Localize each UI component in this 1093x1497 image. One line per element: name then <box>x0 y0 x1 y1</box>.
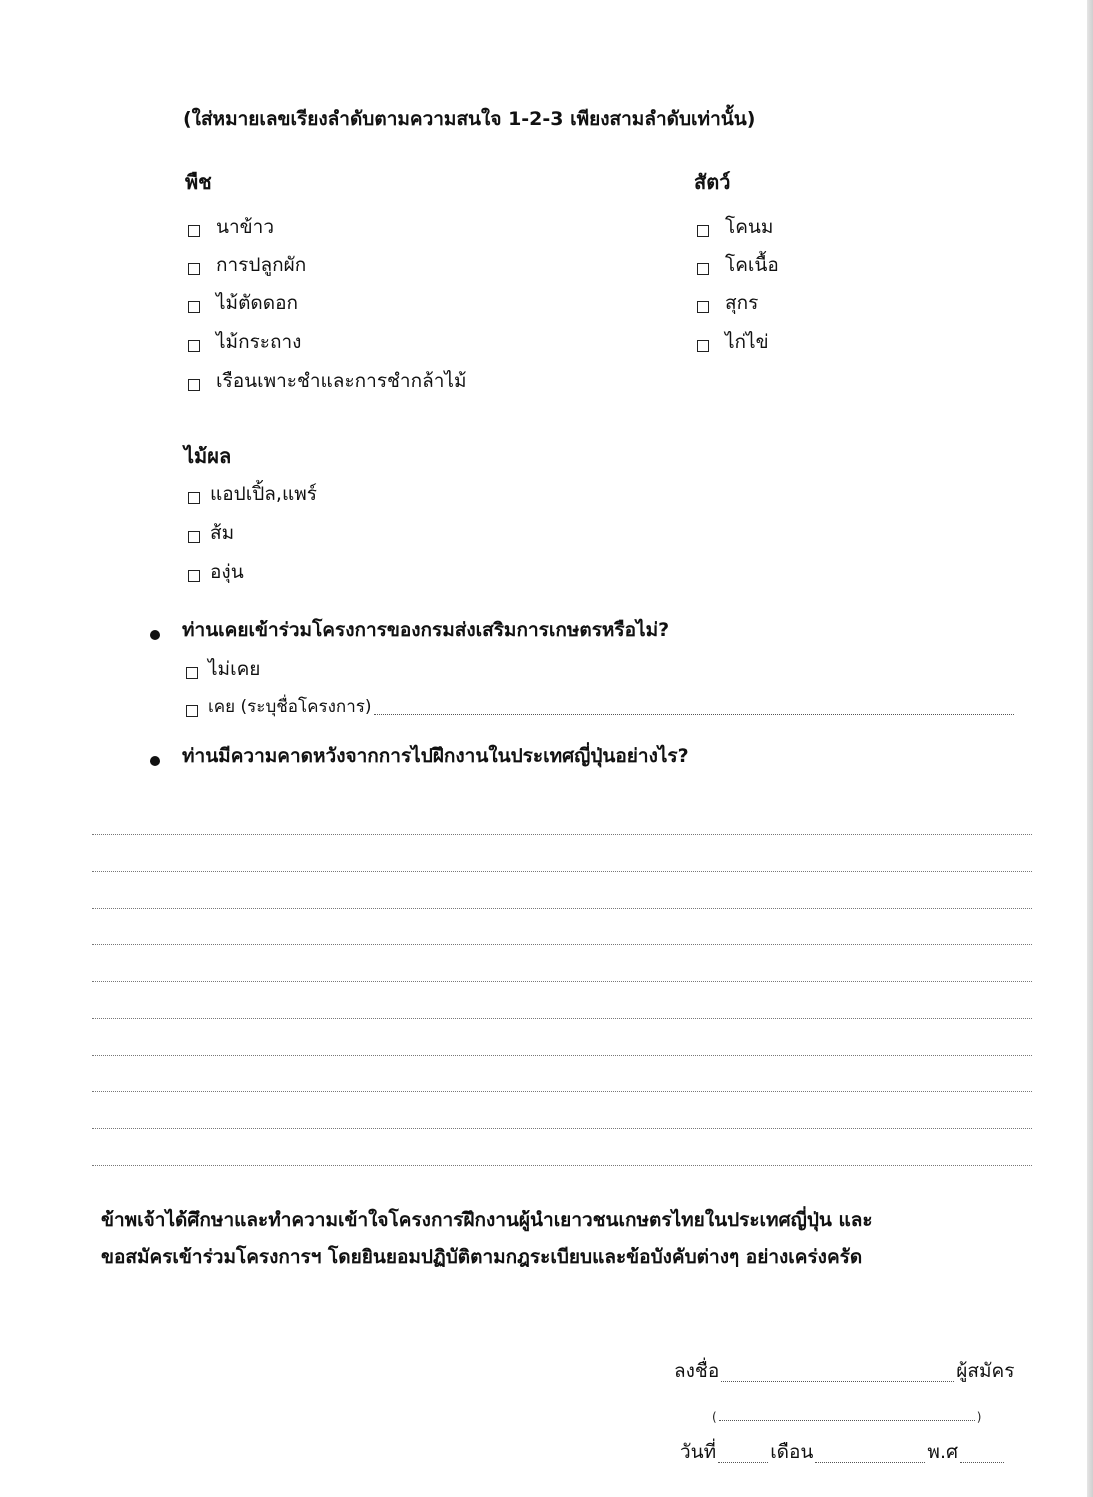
option-grape[interactable]: องุ่น <box>188 557 244 587</box>
bullet-icon <box>150 756 160 766</box>
bullet-icon <box>150 630 160 640</box>
option-never[interactable]: ไม่เคย <box>186 654 260 684</box>
answer-line[interactable] <box>92 1055 1032 1056</box>
declaration-line-1: ข้าพเจ้าได้ศึกษาและทำความเข้าใจโครงการฝึกงานผู้นำเยาวชนเกษตรไทยในประเทศญี่ปุ่น และ <box>101 1209 873 1231</box>
checkbox[interactable] <box>188 340 200 352</box>
checkbox[interactable] <box>188 379 200 391</box>
checkbox[interactable] <box>188 225 200 237</box>
option-swine[interactable]: สุกร <box>697 288 758 318</box>
printed-name-field[interactable] <box>719 1420 975 1421</box>
option-beef-cattle[interactable]: โคเนื้อ <box>697 250 779 280</box>
answer-line[interactable] <box>92 908 1032 909</box>
option-dairy-cattle[interactable]: โคนม <box>697 212 773 242</box>
option-yes-specify[interactable]: เคย (ระบุชื่อโครงการ) <box>186 693 1014 720</box>
plants-heading: พืช <box>185 170 212 194</box>
fruit-heading: ไม้ผล <box>184 444 232 468</box>
option-cut-flowers[interactable]: ไม้ตัดดอก <box>188 288 298 318</box>
answer-line[interactable] <box>92 834 1032 835</box>
day-field[interactable] <box>718 1462 768 1463</box>
question-prior-participation: ท่านเคยเข้าร่วมโครงการของกรมส่งเสริมการเกษตรหรือไม่? <box>150 615 669 645</box>
answer-line[interactable] <box>92 1091 1032 1092</box>
answer-line[interactable] <box>92 1018 1032 1019</box>
checkbox[interactable] <box>697 263 709 275</box>
declaration-line-2: ขอสมัครเข้าร่วมโครงการฯ โดยยินยอมปฏิบัติตามกฎระเบียบและข้อบังคับต่างๆ อย่างเคร่งครัด <box>101 1246 863 1268</box>
checkbox[interactable] <box>188 531 200 543</box>
checkbox[interactable] <box>188 570 200 582</box>
checkbox[interactable] <box>697 225 709 237</box>
signature-row: ลงชื่อ ผู้สมัคร <box>674 1360 1015 1382</box>
year-field[interactable] <box>960 1462 1004 1463</box>
answer-line[interactable] <box>92 1128 1032 1129</box>
checkbox[interactable] <box>186 667 198 679</box>
date-row: วันที่ เดือน พ.ศ <box>680 1437 1006 1467</box>
checkbox[interactable] <box>188 263 200 275</box>
option-vegetables[interactable]: การปลูกผัก <box>188 250 306 280</box>
option-potted-plants[interactable]: ไม้กระถาง <box>188 327 301 357</box>
checkbox[interactable] <box>188 492 200 504</box>
question-expectations: ท่านมีความคาดหวังจากการไปฝึกงานในประเทศญี่ปุ่นอย่างไร? <box>150 741 689 771</box>
animals-heading: สัตว์ <box>694 170 731 194</box>
option-laying-hens[interactable]: ไก่ไข่ <box>697 327 769 357</box>
signature-field[interactable] <box>721 1381 954 1382</box>
option-nursery[interactable]: เรือนเพาะชำและการชำกล้าไม้ <box>188 366 467 396</box>
project-name-field[interactable] <box>374 713 1014 715</box>
answer-line[interactable] <box>92 981 1032 982</box>
checkbox[interactable] <box>186 705 198 717</box>
answer-line[interactable] <box>92 944 1032 945</box>
printed-name-row: ( ) <box>712 1410 982 1424</box>
option-apple-pear[interactable]: แอปเปิ้ล,แพร์ <box>188 479 317 509</box>
answer-line[interactable] <box>92 871 1032 872</box>
option-orange[interactable]: ส้ม <box>188 518 234 548</box>
option-rice-field[interactable]: นาข้าว <box>188 212 274 242</box>
checkbox[interactable] <box>188 301 200 313</box>
checkbox[interactable] <box>697 301 709 313</box>
ranking-instruction: (ใส่หมายเลขเรียงลำดับตามความสนใจ 1-2-3 เพียงสามลำดับเท่านั้น) <box>183 108 756 130</box>
answer-line[interactable] <box>92 1165 1032 1166</box>
checkbox[interactable] <box>697 340 709 352</box>
page-edge <box>1087 0 1093 1497</box>
month-field[interactable] <box>815 1462 925 1463</box>
